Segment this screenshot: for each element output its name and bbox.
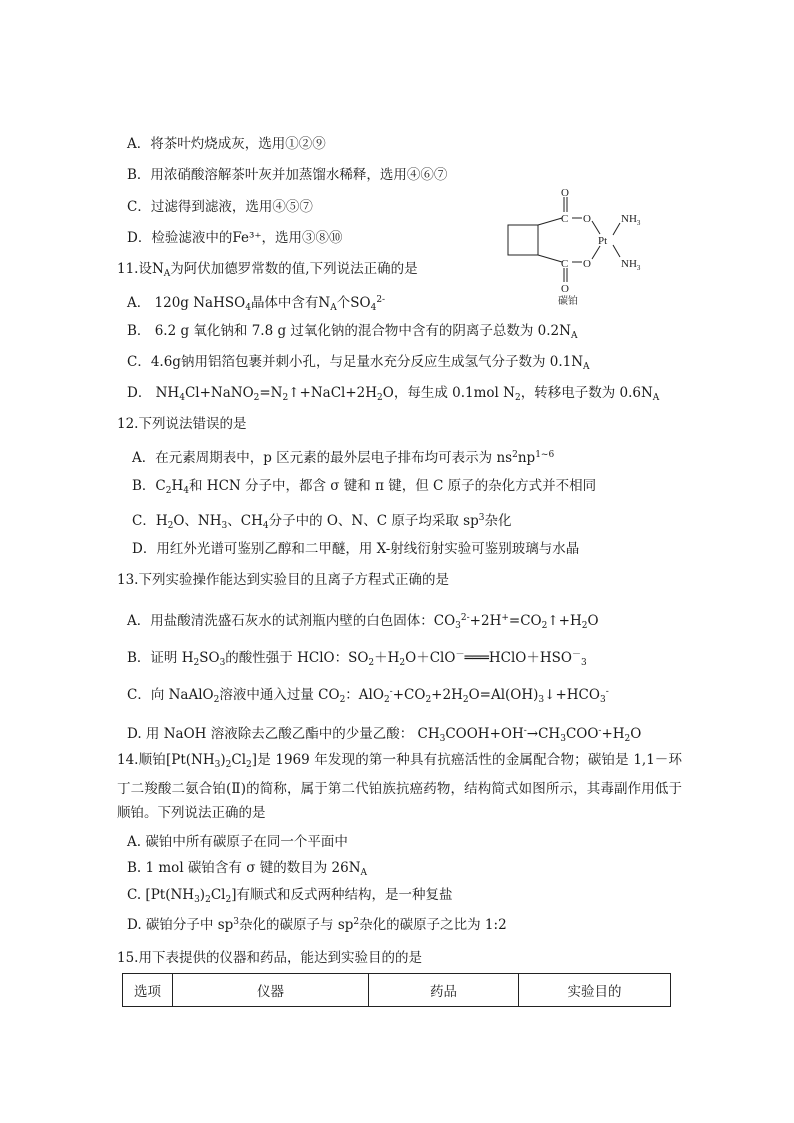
q15-stem: 15.用下表提供的仪器和药品，能达到实验目的的是 [117,950,422,966]
q10-option-c: C．过滤得到滤液，选用④⑤⑦ [127,199,313,215]
struct-c-top: C [561,213,569,225]
q10-option-b: B．用浓硝酸溶解茶叶灰并加蒸馏水稀释，选用④⑥⑦ [127,167,448,183]
struct-pt: Pt [598,235,608,247]
struct-o-mid-bottom: O [583,258,591,270]
q12-option-c: C．$H_2O$、$NH_3$、$CH_4$分子中的 O、N、C 原子均采取 $sp^3$杂化 [132,513,512,531]
q12-option-a: A．在元素周期表中，p 区元素的最外层电子排布均可表示为 $ns^2np^{1\sim 6}$ [132,450,555,466]
struct-c-bottom: C [561,258,569,270]
table-header-reagent: 药品 [369,974,519,1007]
q14-option-d: D. 碳铂分子中 $sp^3$杂化的碳原子与 $sp^2$杂化的碳原子之比为 1:2 [127,917,507,933]
q15-table [122,973,671,1007]
q10-option-a: A．将茶叶灼烧成灰，选用①②⑨ [127,136,326,152]
table-header-purpose: 实验目的 [519,974,671,1007]
q12-option-d: D．用红外光谱可鉴别乙醇和二甲醚，用 X-射线衍射实验可鉴别玻璃与水晶 [132,541,580,557]
q12-stem: 12.下列说法错误的是 [117,416,247,432]
q13-option-c: C．向 NaAlO$_2$溶液中通入过量 $CO_2$：$AlO_2^-+CO_2+2H_2O=Al(OH)_3↓+HCO_3^-$ [127,687,609,705]
q13-option-b: B．证明 $H_2SO_3$的酸性强于 HClO：$SO_2+H_2O+ClO^-═══HClO+HSO^-_3$ [127,650,587,668]
q11-option-b: B． 6.2 g 氧化钠和 7.8 g 过氧化钠的混合物中含有的阴离子总数为 $0.2N_A$ [127,323,578,341]
q12-option-b: B．$C_2H_4$和 HCN 分子中，都含 σ 键和 π 键，但 C 原子的杂化方式并不相同 [132,478,597,496]
table-header-row [123,974,671,1007]
q10-option-d: D．检验滤液中的Fe³⁺，选用③⑧⑩ [127,230,343,246]
q13-option-d: D. 用 NaOH 溶液除去乙酸乙酯中的少量乙酸： $CH_3COOH+OH^-\to CH_3COO^-+H_2O$ [127,726,642,744]
q11-option-d: D． $NH_4Cl+NaNO_2=N_2↑+NaCl+2H_2O$，每生成 0.1mol $N_2$，转移电子数为 $0.6N_A$ [127,385,660,403]
carboplatin-structure-diagram [500,185,660,305]
struct-caption: 碳铂 [558,296,578,305]
struct-o-mid-top: O [583,213,591,225]
q14-stem: 14.顺铂$[Pt(NH_3)_2Cl_2]$是 1969 年发现的第一种具有抗癌活性的金属配合物；碳铂是 1,1－环丁二羧酸二氨合铂(Ⅱ)的简称，属于第二代铂族抗癌药物，结构简式如图所示，其毒副作用低于顺铂。下列说法正确的是 [117,752,682,821]
q14-option-c: C. $[Pt(NH_3)_2Cl_2]$有顺式和反式两种结构，是一种复盐 [127,887,453,905]
struct-o-bottom: O [561,283,569,295]
struct-nh3-top: $NH_3$ [621,213,641,227]
struct-nh3-bottom: $NH_3$ [621,258,641,272]
table-header-instrument: 仪器 [173,974,369,1007]
q13-option-a: A．用盐酸清洗盛石灰水的试剂瓶内壁的白色固体：$CO_3^{2-}+2H^+=CO_2↑+H_2O$ [127,613,599,631]
struct-o-top: O [561,187,569,199]
q14-option-a: A. 碳铂中所有碳原子在同一个平面中 [127,834,348,850]
q13-stem: 13.下列实验操作能达到实验目的且离子方程式正确的是 [117,572,449,588]
q11-stem: 11.设$N_A$为阿伏加德罗常数的值,下列说法正确的是 [117,261,418,279]
q11-option-c: C．4.6g钠用铝箔包裹并刺小孔，与足量水充分反应生成氢气分子数为 $0.1N_A$ [127,354,590,372]
q11-option-a: A． 120g NaHSO$_4$晶体中含有$N_A$个$SO_4^{2-}$ [127,295,386,313]
q14-option-b: B. 1 mol 碳铂含有 σ 键的数目为 $26N_A$ [127,860,368,878]
table-header-option: 选项 [123,974,173,1007]
